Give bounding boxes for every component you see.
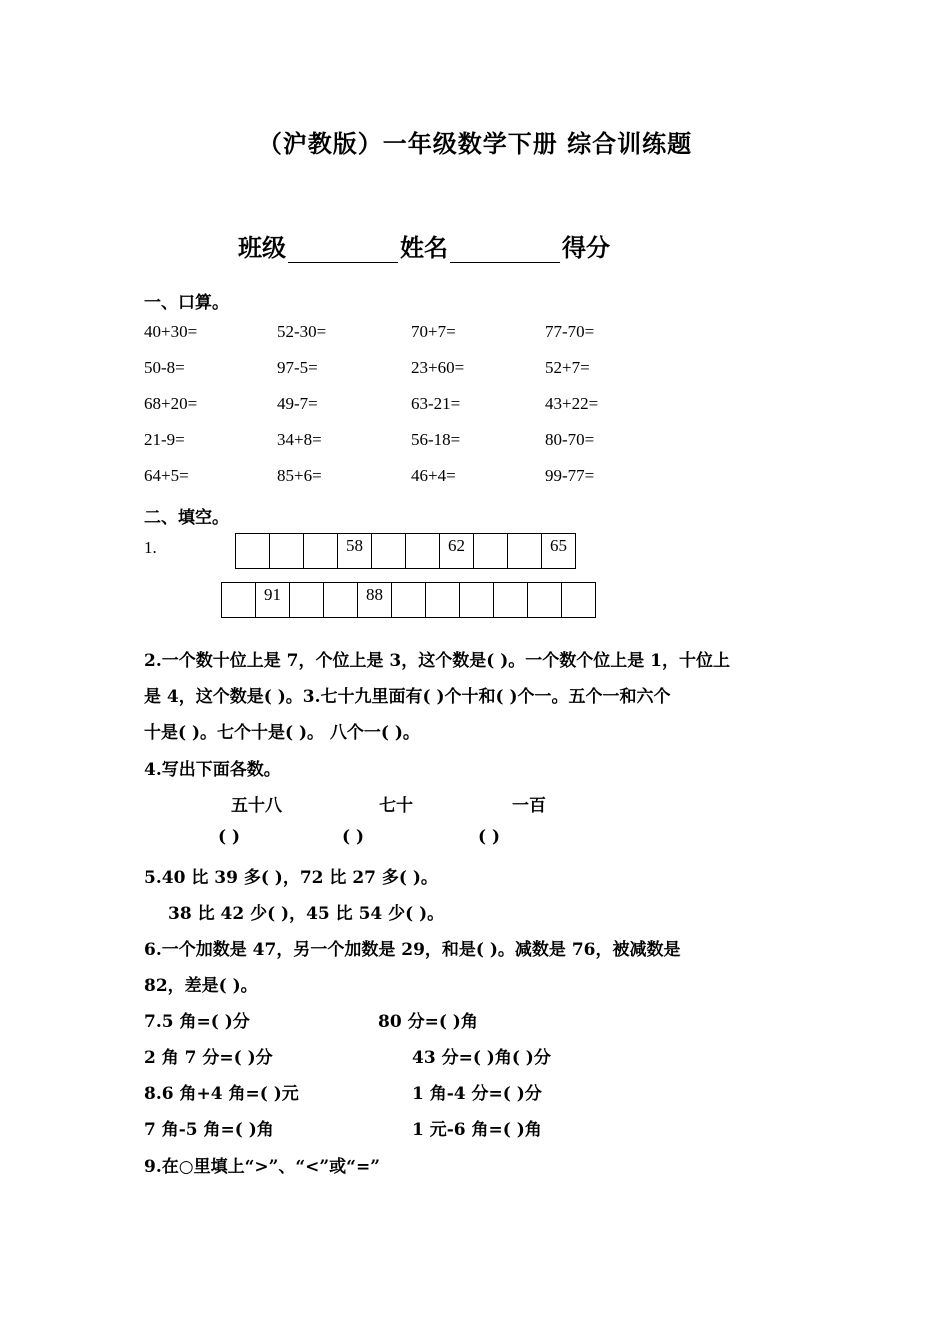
calc-item: 64+5= (144, 466, 189, 485)
q2-line3: 十是( )。七个十是( )。 八个一( )。 (144, 723, 420, 743)
calc-item: 63-21= (411, 394, 461, 413)
section2-heading: 二、填空。 (144, 508, 229, 528)
sequence-cell[interactable]: 88 (358, 582, 392, 618)
calc-item: 85+6= (277, 466, 322, 485)
page-title: （沪教版）一年级数学下册 综合训练题 (257, 129, 693, 158)
calc-item: 34+8= (277, 430, 322, 449)
q4-blank-3: ( ) (478, 827, 501, 847)
sequence-cell[interactable] (236, 533, 270, 569)
q4-blank-1: ( ) (218, 827, 241, 847)
q6-line1: 6.一个加数是 47，另一个加数是 29，和是( )。减数是 76，被减数是 (144, 940, 681, 960)
sequence-cell[interactable] (372, 533, 406, 569)
calc-item: 80-70= (545, 430, 595, 449)
sequence-cell[interactable] (270, 533, 304, 569)
sequence-cell[interactable] (392, 582, 426, 618)
sequence-cell[interactable] (290, 582, 324, 618)
calc-item: 56-18= (411, 430, 461, 449)
q8-d: 1 元-6 角=( )角 (412, 1120, 542, 1140)
calc-item: 97-5= (277, 358, 318, 377)
class-label: 班级 (238, 233, 286, 262)
sequence-cell[interactable]: 91 (256, 582, 290, 618)
sequence-cell[interactable] (304, 533, 338, 569)
student-info-line (238, 228, 610, 263)
sequence-cell[interactable] (324, 582, 358, 618)
calc-item: 99-77= (545, 466, 595, 485)
sequence-cell[interactable] (494, 582, 528, 618)
calc-item: 52-30= (277, 322, 327, 341)
q4-label: 4.写出下面各数。 (144, 760, 281, 780)
name-blank[interactable] (450, 236, 560, 263)
calc-item: 49-7= (277, 394, 318, 413)
q7-b: 80 分=( )角 (378, 1012, 478, 1032)
number-sequence-grid-1 (235, 533, 576, 569)
q8-b: 1 角-4 分=( )分 (412, 1084, 542, 1104)
q5-line1: 5.40 比 39 多( )，72 比 27 多( )。 (144, 868, 438, 888)
sequence-cell[interactable]: 58 (338, 533, 372, 569)
q4-word-1: 五十八 (231, 796, 282, 816)
q7-c: 2 角 7 分=( )分 (144, 1048, 273, 1068)
calc-item: 52+7= (545, 358, 590, 377)
sequence-cell[interactable] (562, 582, 596, 618)
sequence-cell[interactable] (528, 582, 562, 618)
q8-c: 7 角-5 角=( )角 (144, 1120, 274, 1140)
calc-item: 46+4= (411, 466, 456, 485)
q2-line1: 2.一个数十位上是 7，个位上是 3，这个数是( )。一个数个位上是 1，十位上 (144, 651, 730, 671)
calc-item: 70+7= (411, 322, 456, 341)
calc-item: 23+60= (411, 358, 465, 377)
q9-label: 9.在○里填上“>”、“<”或“=” (144, 1157, 380, 1177)
q7-a: 7.5 角=( )分 (144, 1012, 250, 1032)
score-label: 得分 (562, 233, 610, 262)
calc-item: 21-9= (144, 430, 185, 449)
q1-label: 1. (144, 538, 157, 557)
q2-line2: 是 4，这个数是( )。3.七十九里面有( )个十和( )个一。五个一和六个 (144, 687, 671, 707)
q4-word-2: 七十 (379, 796, 413, 816)
q7-d: 43 分=( )角( )分 (412, 1048, 551, 1068)
sequence-cell[interactable] (508, 533, 542, 569)
sequence-cell[interactable]: 62 (440, 533, 474, 569)
name-label: 姓名 (400, 233, 448, 262)
sequence-cell[interactable] (426, 582, 460, 618)
q4-word-3: 一百 (512, 796, 546, 816)
calc-item: 68+20= (144, 394, 198, 413)
calc-item: 40+30= (144, 322, 198, 341)
calc-item: 77-70= (545, 322, 595, 341)
sequence-cell[interactable] (222, 582, 256, 618)
q5-line2: 38 比 42 少( )，45 比 54 少( )。 (168, 904, 445, 924)
sequence-cell[interactable] (474, 533, 508, 569)
section1-heading: 一、口算。 (144, 293, 229, 313)
sequence-cell[interactable]: 65 (542, 533, 576, 569)
q8-a: 8.6 角+4 角=( )元 (144, 1084, 299, 1104)
class-blank[interactable] (288, 236, 398, 263)
sequence-cell[interactable] (460, 582, 494, 618)
calc-item: 50-8= (144, 358, 185, 377)
q6-line2: 82，差是( )。 (144, 976, 258, 996)
sequence-cell[interactable] (406, 533, 440, 569)
number-sequence-grid-2 (221, 582, 596, 618)
q4-blank-2: ( ) (342, 827, 365, 847)
calc-item: 43+22= (545, 394, 599, 413)
